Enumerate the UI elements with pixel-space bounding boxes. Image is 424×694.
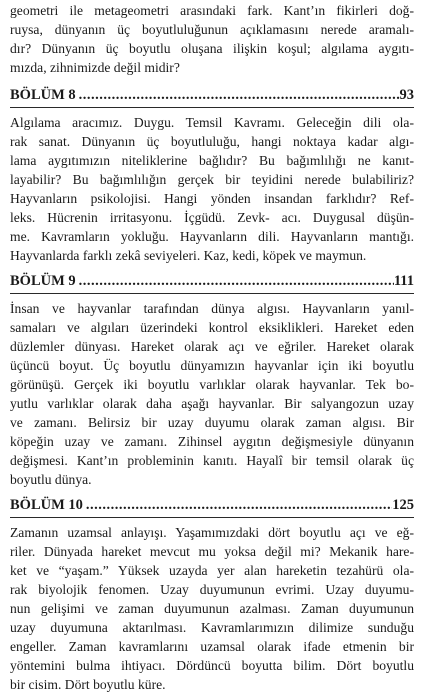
- chapter-8-section: [10, 85, 414, 265]
- text-line: boyutlu dünya.: [10, 472, 92, 487]
- chapter-8-heading[interactable]: [10, 85, 414, 106]
- chapter-title: BÖLÜM 9: [10, 273, 76, 289]
- text-line: uzay duyumuna aktarılması. Kavramlarımızın dilimize sunduğu: [10, 620, 414, 635]
- text-line: ve zamanı. Belirsiz bir uzay duyumu olarak zaman algısı. Bir: [10, 415, 414, 430]
- chapter-page-number: 93: [399, 87, 414, 103]
- text-line: bir cisim. Dört boyutlu küre.: [10, 677, 166, 692]
- chapter-9-heading[interactable]: [10, 271, 414, 292]
- text-line: geometri ile metageometri arasındaki fark. Kant’ın fikirleri doğ-: [10, 3, 414, 18]
- text-line: ket ve “yaşam.” Yüksek uzayda yer alan hareketin tezahürü ola-: [10, 563, 414, 578]
- book-page: [10, 0, 414, 694]
- text-line: köpeğin uzay ve zamanı. Zihinsel aygıtın değişmesiyle dünyanın: [10, 434, 414, 449]
- heading-rule: [10, 107, 414, 108]
- text-line: üçüncü boyut. Üç boyutlu dünyamızın hayvanlar için iki boyutlu: [10, 358, 414, 373]
- chapter-10-heading[interactable]: [10, 495, 414, 516]
- text-line: lama aygıtımızın niteliklerine bağlıdır? Bu bağımlılığı ne kanıt-: [10, 153, 414, 168]
- chapter-title: BÖLÜM 8: [10, 87, 76, 103]
- text-line: ruysa, dünyanın üç boyutluluğunun açıklamasını nerede aramalı-: [10, 22, 414, 37]
- text-line: samaları ve algıları üzerindeki kontrol eksiklikleri. Hareket eden: [10, 320, 414, 335]
- dot-leader: [83, 495, 392, 516]
- text-line: düzlemler dünyası. Hareket olarak açı ve eğriler. Hareket olarak: [10, 339, 414, 354]
- text-line: me. Kavramların yokluğu. Hayvanların dili. Hayvanların mantığı.: [10, 229, 414, 244]
- dot-leader: [76, 85, 400, 106]
- text-line: Zamanın uzamsal anlayışı. Yaşamımızdaki dört boyutlu açı ve eğ-: [10, 525, 414, 540]
- text-line: rak sanat. Dünyanın üç boyutluluğu, hangi noktaya kadar algı-: [10, 134, 414, 149]
- text-line: yutlu varlıklar olarak daha aşağı hayvanlar. Bir salyangozun uzay: [10, 396, 414, 411]
- chapter-page-number: 111: [393, 273, 414, 289]
- heading-rule: [10, 293, 414, 294]
- text-line: layabilir? Bu bağımlılığın gerçek bir teyidini nerede bulabiliriz?: [10, 172, 414, 187]
- text-line: riler. Dünyada hareket mevcut mu yoksa değil mi? Mekanik hare-: [10, 544, 414, 559]
- text-line: Algılama aracımız. Duygu. Temsil Kavramı. Geleceğin dili ola-: [10, 115, 414, 130]
- chapter-9-section: [10, 271, 414, 489]
- text-line: İnsan ve hayvanlar tarafından dünya algısı. Hayvanların yanıl-: [10, 301, 414, 316]
- chapter-page-number: 125: [392, 497, 414, 513]
- text-line: görünüşü. Gerçek iki boyutlu varlıklar olarak hayvanlar. Tek bo-: [10, 377, 414, 392]
- text-line: dır? Dünyanın üç boyutlu oluşana ilişkin koşul; algılama aygıtı-: [10, 41, 414, 56]
- heading-rule: [10, 517, 414, 518]
- text-line: değişmesi. Kant’ın probleminin kanıtı. Hayalî bir temsil olarak üç: [10, 453, 414, 468]
- intro-paragraph: [10, 1, 414, 77]
- text-line: engeller. Zaman kavramlarını uzamsal olarak ifade etmenin bir: [10, 639, 414, 654]
- text-line: Hayvanların psikolojisi. Hangi yönden insandan farklıdır? Ref-: [10, 191, 414, 206]
- text-line: leks. Hücrenin irritasyonu. İçgüdü. Zevk- acı. Duygusal düşün-: [10, 210, 414, 225]
- text-line: mızda, zihnimizde değil midir?: [10, 60, 180, 75]
- chapter-title: BÖLÜM 10: [10, 497, 83, 513]
- text-line: yöntemini bulma ihtiyacı. Dördüncü boyutta bilim. Dört boyutlu: [10, 658, 414, 673]
- text-line: Hayvanlarda farklı zekâ seviyeleri. Kaz, kedi, köpek ve maymun.: [10, 248, 367, 263]
- text-line: nun gelişimi ve zaman duyumunun azalması. Zaman duyumunun: [10, 601, 414, 616]
- chapter-10-section: [10, 495, 414, 694]
- text-line: rak biyolojik fenomen. Uzay duyumunun evrimi. Uzay duyumu-: [10, 582, 414, 597]
- dot-leader: [76, 271, 394, 292]
